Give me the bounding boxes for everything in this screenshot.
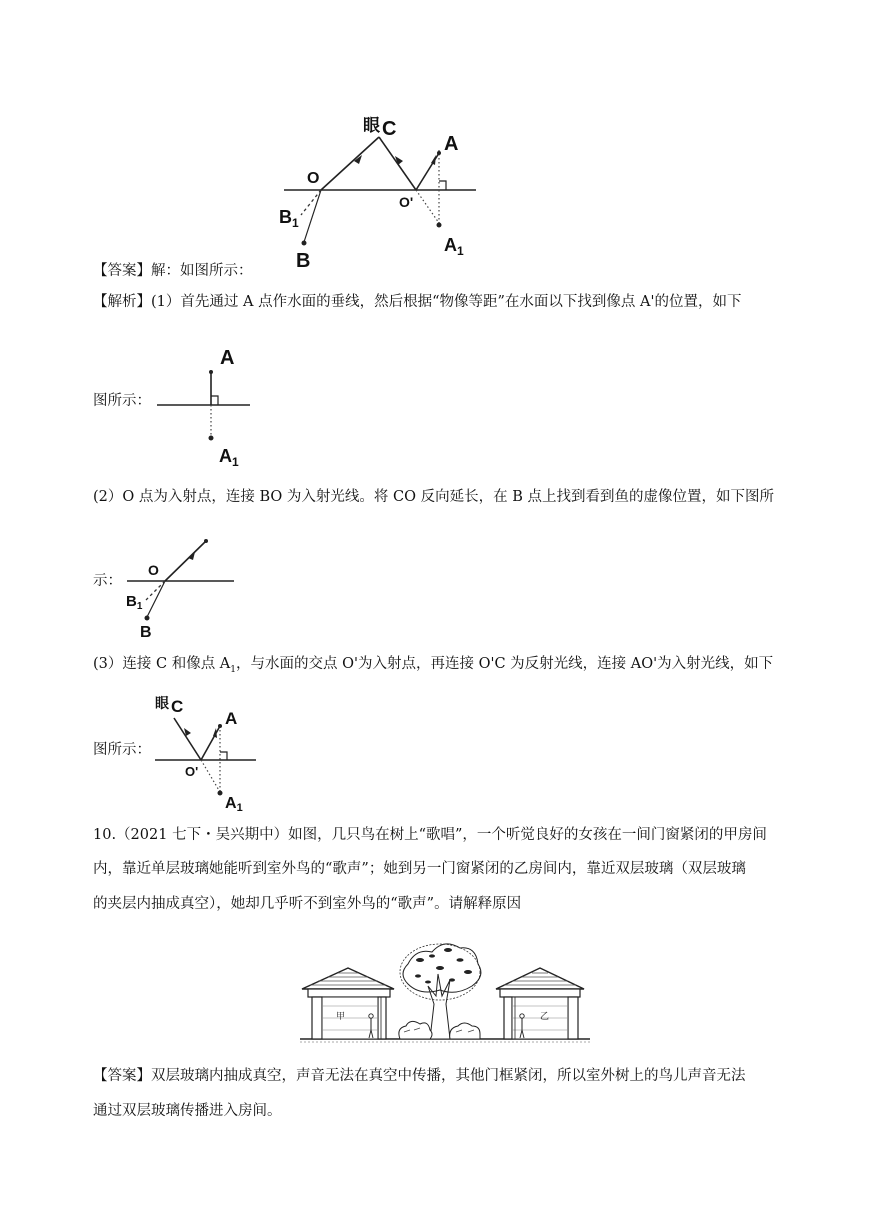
image-connect-line (416, 190, 439, 223)
incident-ray (147, 581, 165, 617)
label-a: A (225, 709, 238, 728)
label-a1: A1 (225, 795, 243, 814)
reflected-ray (174, 718, 201, 760)
eye-label: 眼 (363, 116, 380, 136)
analysis-step-2: (2）O 点为入射点，连接 BO 为入射光线。将 CO 反向延长，在 B 点上找到看到鱼的虚像位置，如下图所 (93, 489, 774, 505)
refracted-ray-oc (321, 137, 379, 190)
label-a: A (220, 347, 235, 369)
refracted-ray (165, 541, 206, 581)
house-right-label: 乙 (540, 1012, 550, 1022)
step1-diagram (155, 330, 255, 470)
step2-diagram (122, 525, 242, 643)
label-a: A (444, 133, 459, 155)
house-left (302, 968, 394, 1039)
analysis-step-3-tail: 图所示： (93, 742, 151, 758)
label-o: O (307, 170, 320, 187)
incident-ray-bo (304, 190, 321, 242)
answer-10-line-1: 【答案】双层玻璃内抽成真空，声音无法在真空中传播，其他门框紧闭，所以室外树上的鸟儿声音无法 (93, 1068, 746, 1084)
house-right (496, 968, 584, 1039)
label-a1: $A_1$ (219, 446, 239, 469)
houses-illustration (300, 934, 590, 1046)
house-left-label: 甲 (336, 1012, 346, 1022)
label-o-prime: O' (399, 194, 414, 210)
tree-with-birds (399, 944, 481, 1039)
analysis-step-1: 【解析】(1）首先通过 A 点作水面的垂线，然后根据“物像等距”在水面以下找到像点 A'的位置，如下 (93, 294, 742, 310)
question-10-line-3: 的夹层内抽成真空），她却几乎听不到室外鸟的“歌声”。请解释原因 (93, 896, 522, 912)
image-connect-line (201, 760, 220, 792)
label-o-prime: O' (185, 764, 199, 779)
label-c: C (171, 697, 184, 716)
virtual-ray-b1 (301, 190, 321, 215)
label-b: B (140, 624, 152, 641)
answer-1-prefix: 【答案】解：如图所示： (93, 263, 253, 279)
incident-ray (201, 726, 220, 760)
label-b: B (296, 250, 311, 272)
virtual-ray (146, 581, 165, 600)
step3-diagram (152, 688, 262, 816)
question-10-line-2: 内，靠近单层玻璃她能听到室外鸟的“歌声”；她到另一门窗紧闭的乙房间内，靠近双层玻璃（双层玻璃 (93, 861, 746, 877)
label-c: C (382, 118, 397, 140)
analysis-step-2-tail: 示： (93, 573, 122, 589)
label-b1: $B_1$ (279, 207, 299, 230)
analysis-step-1-tail: 图所示： (93, 393, 151, 409)
question-10-line-1: 10.（2021 七下・吴兴期中）如图，几只鸟在树上“歌唱”，一个听觉良好的女孩在一间门窗紧闭的甲房间 (93, 827, 767, 843)
analysis-step-3: (3）连接 C 和像点 $A_1$，与水面的交点 O'为入射点，再连接 O'C 为反射光线，连接 AO'为入射光线，如下 (93, 656, 774, 675)
answer-10-line-2: 通过双层玻璃传播进入房间。 (93, 1103, 282, 1119)
eye-label: 眼 (155, 696, 169, 712)
answer-diagram (276, 105, 486, 275)
label-a1: $A_1$ (444, 235, 464, 258)
label-b1: $B_1$ (126, 593, 143, 612)
label-o: O (148, 562, 159, 578)
